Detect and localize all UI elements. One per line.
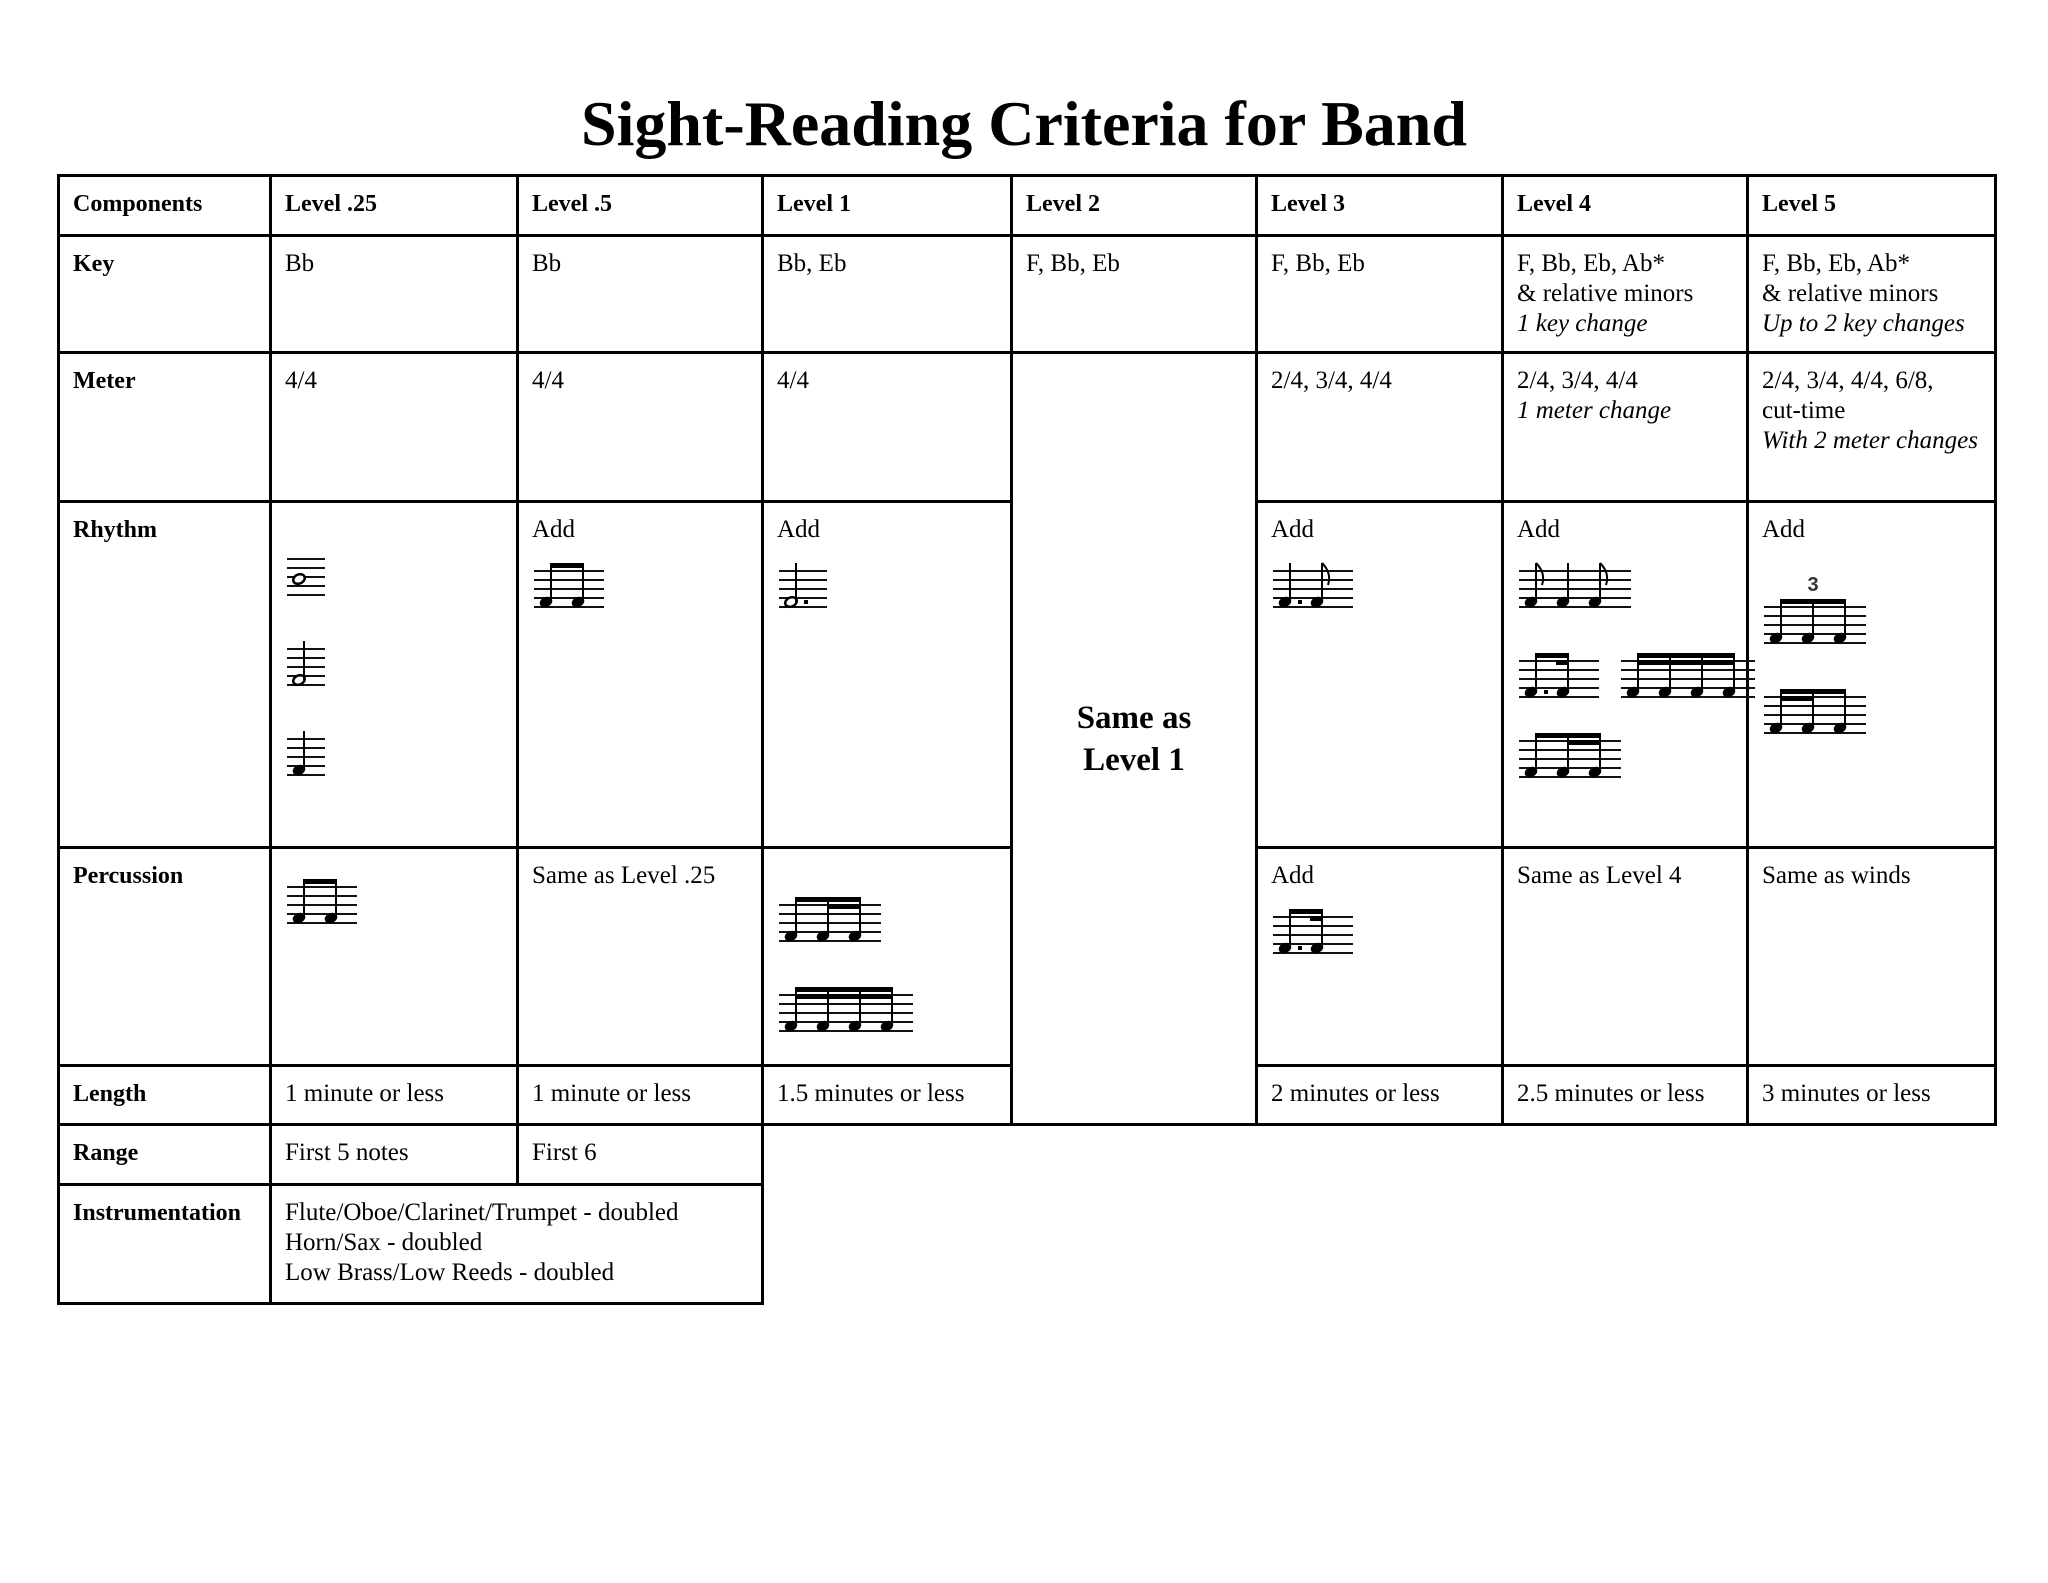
meter-level-05: 4/4 bbox=[518, 353, 763, 502]
eighth-two-sixteenths-icon bbox=[777, 889, 997, 951]
page-title: Sight-Reading Criteria for Band bbox=[581, 88, 1467, 159]
row-label-meter: Meter bbox=[59, 353, 271, 502]
eighth-two-sixteenths-icon bbox=[1517, 725, 1733, 787]
key-line: F, Bb, Eb, Ab* bbox=[1762, 250, 1911, 277]
add-label: Add bbox=[1762, 516, 1806, 543]
rhythm-level-05 bbox=[518, 502, 763, 848]
length-level-1: 1.5 minutes or less bbox=[763, 1066, 1012, 1125]
meter-change-note: 1 meter change bbox=[1517, 397, 1672, 424]
key-level-2: F, Bb, Eb bbox=[1012, 236, 1257, 353]
row-label-percussion: Percussion bbox=[59, 848, 271, 1066]
percussion-level-1 bbox=[763, 848, 1012, 1066]
rhythm-figures bbox=[285, 543, 503, 785]
meter-line: 2/4, 3/4, 4/4 bbox=[1517, 367, 1638, 394]
key-line: & relative minors bbox=[1762, 280, 1939, 307]
rhythm-figures bbox=[1517, 555, 1733, 787]
rhythm-level-4 bbox=[1503, 502, 1748, 848]
key-row bbox=[59, 236, 1996, 353]
percussion-figures bbox=[777, 889, 997, 1041]
header-level-2: Level 2 bbox=[1012, 176, 1257, 236]
meter-level-3: 2/4, 3/4, 4/4 bbox=[1257, 353, 1503, 502]
header-level-3: Level 3 bbox=[1257, 176, 1503, 236]
quarter-note-icon bbox=[285, 723, 503, 785]
header-level-4: Level 4 bbox=[1503, 176, 1748, 236]
length-level-025: 1 minute or less bbox=[271, 1066, 518, 1125]
key-line: F, Bb, Eb, Ab* bbox=[1517, 250, 1666, 277]
rhythm-figures bbox=[532, 555, 748, 617]
length-level-5: 3 minutes or less bbox=[1748, 1066, 1996, 1125]
two-sixteenths-eighth-icon bbox=[1762, 681, 1981, 743]
meter-level-4 bbox=[1503, 353, 1748, 502]
row-label-instrumentation: Instrumentation bbox=[59, 1185, 271, 1304]
two-eighths-icon bbox=[285, 871, 503, 933]
meter-level-1: 4/4 bbox=[763, 353, 1012, 502]
level-2-same-as-level-1 bbox=[1012, 353, 1257, 1125]
header-level-1: Level 1 bbox=[763, 176, 1012, 236]
meter-line: 2/4, 3/4, 4/4, 6/8, bbox=[1762, 367, 1934, 394]
whole-note-icon bbox=[285, 543, 503, 605]
dotted-eighth-sixteenth-icon bbox=[1271, 901, 1488, 963]
rhythm-level-3 bbox=[1257, 502, 1503, 848]
meter-change-note: With 2 meter changes bbox=[1762, 427, 1978, 454]
add-label: Add bbox=[777, 516, 821, 543]
percussion-level-025 bbox=[271, 848, 518, 1066]
rhythm-level-025 bbox=[271, 502, 518, 848]
instrumentation-line: Flute/Oboe/Clarinet/Trumpet - doubled bbox=[285, 1199, 679, 1226]
key-level-025: Bb bbox=[271, 236, 518, 353]
instrumentation-line: Horn/Sax - doubled bbox=[285, 1229, 483, 1256]
meter-level-025: 4/4 bbox=[271, 353, 518, 502]
header-level-05: Level .5 bbox=[518, 176, 763, 236]
key-level-1: Bb, Eb bbox=[763, 236, 1012, 353]
percussion-figures bbox=[1271, 901, 1488, 963]
blank-area bbox=[763, 1125, 1996, 1185]
eighth-quarter-eighth-icon bbox=[1517, 555, 1733, 617]
percussion-level-5: Same as winds bbox=[1748, 848, 1996, 1066]
key-change-note: Up to 2 key changes bbox=[1762, 310, 1965, 337]
rhythm-figures bbox=[777, 555, 997, 617]
length-level-05: 1 minute or less bbox=[518, 1066, 763, 1125]
blank-area bbox=[763, 1185, 1996, 1304]
header-row bbox=[59, 176, 1996, 236]
four-sixteenths-icon bbox=[1619, 645, 1757, 707]
dotted-quarter-eighth-icon bbox=[1271, 555, 1488, 617]
row-label-key: Key bbox=[59, 236, 271, 353]
meter-level-5 bbox=[1748, 353, 1996, 502]
key-level-3: F, Bb, Eb bbox=[1257, 236, 1503, 353]
key-line: & relative minors bbox=[1517, 280, 1694, 307]
meter-row bbox=[59, 353, 1996, 502]
add-label: Add bbox=[1271, 862, 1315, 889]
percussion-level-3 bbox=[1257, 848, 1503, 1066]
half-note-icon bbox=[285, 633, 503, 695]
key-change-note: 1 key change bbox=[1517, 310, 1648, 337]
rhythm-level-5 bbox=[1748, 502, 1996, 848]
row-label-length: Length bbox=[59, 1066, 271, 1125]
instrumentation-line: Low Brass/Low Reeds - doubled bbox=[285, 1259, 615, 1286]
length-level-4: 2.5 minutes or less bbox=[1503, 1066, 1748, 1125]
svg-text:3: 3 bbox=[1807, 574, 1819, 596]
rhythm-figures bbox=[1271, 555, 1488, 617]
criteria-table bbox=[57, 174, 1997, 1305]
dotted-half-icon bbox=[777, 555, 997, 617]
rhythm-figures bbox=[1762, 573, 1981, 743]
rhythm-level-1 bbox=[763, 502, 1012, 848]
range-level-025: First 5 notes bbox=[271, 1125, 518, 1185]
instrumentation-row bbox=[59, 1185, 1996, 1304]
add-label: Add bbox=[1271, 516, 1315, 543]
percussion-figures bbox=[285, 871, 503, 933]
key-level-05: Bb bbox=[518, 236, 763, 353]
two-eighths-icon bbox=[532, 555, 748, 617]
add-label: Add bbox=[532, 516, 576, 543]
four-sixteenths-icon bbox=[777, 979, 997, 1041]
key-level-4 bbox=[1503, 236, 1748, 353]
triplet-eighths-icon bbox=[1762, 573, 1981, 653]
percussion-level-05: Same as Level .25 bbox=[518, 848, 763, 1066]
row-label-range: Range bbox=[59, 1125, 271, 1185]
instrumentation-value bbox=[271, 1185, 763, 1304]
figure-row bbox=[1517, 635, 1733, 707]
add-label: Add bbox=[1517, 516, 1561, 543]
length-level-3: 2 minutes or less bbox=[1257, 1066, 1503, 1125]
dotted-eighth-sixteenth-icon bbox=[1517, 645, 1601, 707]
range-level-05: First 6 bbox=[518, 1125, 763, 1185]
header-level-5: Level 5 bbox=[1748, 176, 1996, 236]
range-row bbox=[59, 1125, 1996, 1185]
merged-text-line: Same as bbox=[1076, 699, 1192, 736]
header-level-025: Level .25 bbox=[271, 176, 518, 236]
row-label-rhythm: Rhythm bbox=[59, 502, 271, 848]
key-level-5 bbox=[1748, 236, 1996, 353]
merged-text-line: Level 1 bbox=[1083, 741, 1185, 778]
header-components: Components bbox=[59, 176, 271, 236]
meter-line: cut-time bbox=[1762, 397, 1846, 424]
percussion-level-4: Same as Level 4 bbox=[1503, 848, 1748, 1066]
